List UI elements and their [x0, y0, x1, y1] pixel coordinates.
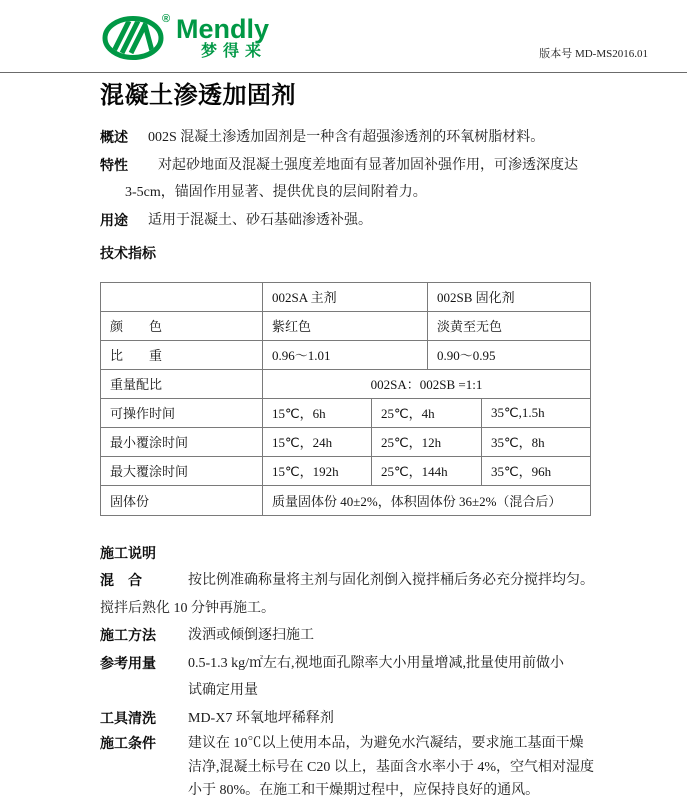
text-line: 3-5cm，锚固作用显著、提供优良的层间附着力。 [125, 185, 427, 200]
section-label: 参考用量 [100, 654, 156, 671]
table-cell: 最大覆涂时间 [101, 457, 263, 485]
text-line: 按比例准确称量将主剂与固化剂倒入搅拌桶后务必充分搅拌均匀。 [188, 573, 594, 588]
section-tool-cleaning [100, 705, 592, 733]
table-row [101, 312, 590, 341]
section-conditions [100, 732, 592, 803]
table-cell: 35℃，96h [491, 464, 552, 479]
brand-name: Mendly [176, 14, 270, 44]
section-features [100, 152, 592, 207]
text-line: 对起砂地面及混凝土强度差地面有显著加固补强作用，可渗透深度达 [158, 157, 578, 173]
text-line: 002S 混凝土渗透加固剂是一种含有超强渗透剂的环氧树脂材料。 [148, 130, 545, 145]
table-cell: 35℃,1.5h [491, 404, 545, 420]
section-overview [100, 124, 592, 152]
table-cell: 0.90～0.95 [437, 348, 496, 363]
table-cell: 15℃，24h [263, 428, 372, 456]
table-cell: 紫红色 [263, 312, 428, 340]
page-header [0, 0, 687, 73]
table-cell: 25℃，144h [372, 457, 482, 485]
table-cell [101, 283, 263, 311]
table-cell: 重量配比 [101, 370, 263, 398]
section-heading-construction-heading: 施工说明 [100, 544, 156, 561]
section-label: 工具清洗 [100, 709, 156, 726]
tech-specs-table [100, 282, 591, 516]
table-row [101, 457, 590, 486]
table-cell: 002SB 固化剂 [437, 290, 515, 305]
text-line: 试确定用量 [188, 683, 258, 698]
section-label: 混 合 [100, 572, 142, 588]
table-cell: 002SA 主剂 [263, 283, 428, 311]
table-cell: 002SA：002SB =1:1 [370, 377, 483, 392]
section-curing-note [100, 595, 592, 623]
table-cell: 35℃，8h [491, 435, 545, 450]
table-row [101, 370, 590, 399]
page-title: 混凝土渗透加固剂 [100, 82, 296, 109]
table-cell: 15℃，6h [263, 399, 372, 427]
document-body [0, 81, 600, 803]
text-line: 小于 80%。在施工和干燥期过程中，应保持良好的通风。 [188, 783, 540, 798]
table-row [101, 283, 590, 312]
table-row [101, 486, 590, 515]
text-line: 0.5-1.3 kg/㎡左右,视地面孔隙率大小用量增减,批量使用前做小 [188, 655, 565, 671]
table-row [101, 399, 590, 428]
section-label: 施工条件 [100, 735, 156, 751]
doc-sections [100, 124, 592, 803]
section-label: 概述 [100, 129, 128, 145]
section-method [100, 622, 592, 650]
section-dosage [100, 650, 592, 705]
table-cell: 比 重 [101, 341, 263, 369]
brand-logo [102, 15, 269, 62]
section-usage [100, 207, 592, 235]
text-line: 建议在 10℃以上使用本品，为避免水汽凝结，要求施工基面干燥 [188, 736, 584, 751]
text-line: 泼洒或倾倒逐扫施工 [188, 628, 314, 643]
section-label: 特性 [100, 156, 128, 173]
table-cell: 质量固体份 40±2%，体积固体份 36±2%（混合后） [272, 493, 562, 509]
text-line: MD-X7 环氧地坪稀释剂 [188, 710, 334, 726]
table-cell: 可操作时间 [101, 399, 263, 427]
table-cell: 固体份 [101, 486, 263, 515]
table-cell: 淡黄至无色 [437, 319, 503, 334]
registered-trademark-icon: ® [162, 13, 171, 25]
section-label: 用途 [100, 211, 128, 228]
section-heading-tech-specs-heading: 技术指标 [100, 245, 156, 261]
section-mixing [100, 567, 592, 595]
table-cell: 颜 色 [101, 312, 263, 340]
mendly-oval-m-icon [102, 15, 172, 62]
section-label: 施工方法 [100, 627, 156, 643]
text-line: 洁净,混凝土标号在 C20 以上，基面含水率小于 4%，空气相对湿度 [188, 759, 594, 775]
table-cell: 0.96～1.01 [263, 341, 428, 369]
table-cell: 最小覆涂时间 [101, 428, 263, 456]
table-cell: 15℃，192h [263, 457, 372, 485]
table-cell: 25℃，4h [372, 399, 482, 427]
brand-wordmark [176, 14, 270, 61]
text-line: 搅拌后熟化 10 分钟再施工。 [100, 600, 275, 616]
table-row [101, 428, 590, 457]
text-line: 适用于混凝土、砂石基础渗透补强。 [148, 212, 372, 228]
table-row [101, 341, 590, 370]
version-label: 版本号 MD-MS2016.01 [539, 48, 648, 60]
brand-name-chinese: 梦得来 [201, 43, 268, 60]
table-cell: 25℃，12h [372, 428, 482, 456]
